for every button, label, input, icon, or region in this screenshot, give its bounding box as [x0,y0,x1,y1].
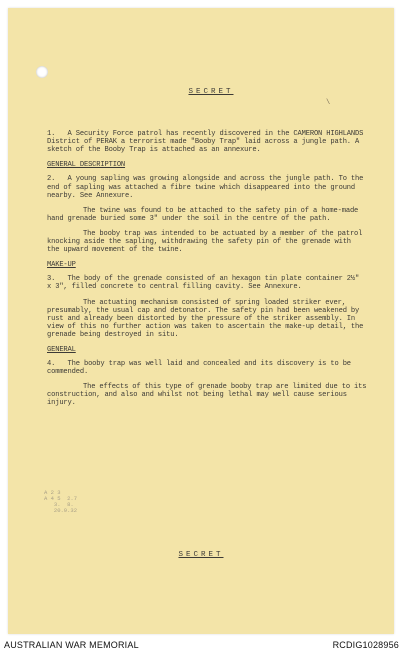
header-classification: SECRET [188,88,234,96]
paragraph-2c: The booby trap was intended to be actuated by a member of the patrol knocking aside the sapling, withdrawing the safety pin of the grenade with the upward movement of the twine. [47,229,367,255]
paragraph-4b: The effects of this type of grenade booby trap are limited due to its construction, and also and whilst not being lethal may well cause serious injury. [47,383,371,408]
credit-record-id: RCDIG1028956 [332,640,399,650]
paragraph-1: 1. A Security Force patrol has recently discovered in the CAMERON HIGHLANDS District of PERAK a terrorist made "Booby Trap" laid across a jungle path. A sketch of the Booby Trap is attached as an annexure. [47,130,368,155]
corner-mark: \ [326,99,331,107]
document-body [47,88,371,415]
credit-institution: AUSTRALIAN WAR MEMORIAL [4,640,139,650]
paragraph-3: 3. The body of the grenade consisted of an hexagon tin plate container 2½" x 3", filled concrete to central filling cavity. See Annexure. [47,275,364,292]
punch-hole [36,66,48,78]
heading-general: GENERAL [47,345,76,354]
paragraph-4: 4. The booby trap was well laid and concealed and its discovery is to be commended. [47,360,356,377]
footer-classification: SECRET [178,551,224,559]
heading-general-description: GENERAL DESCRIPTION [47,161,126,170]
document-page [8,8,394,634]
paragraph-2: 2. A young sapling was growing alongside and across the jungle path. To the end of sapling was attached a fibre twine which disappeared into the ground nearby. See Annexure. [47,175,368,200]
paragraph-2b: The twine was found to be attached to the safety pin of a home-made hand grenade buried some 3" under the soil in the centre of the path. [47,206,363,223]
heading-make-up: MAKE-UP [47,261,76,270]
paragraph-3b: The actuating mechanism consisted of spring loaded striker ever, presumably, the usual cap and detonator. The safety pin had been weakened by rust and already been distorted by the pressure of the striker assembly. In view of this no further action was taken to ascertain the make-up detail, the grenade being destroyed in situ. [47,298,368,339]
faded-stamp: A 2 3 A 4 5 2.7 3. 8. 20.9.32 [44,489,78,514]
